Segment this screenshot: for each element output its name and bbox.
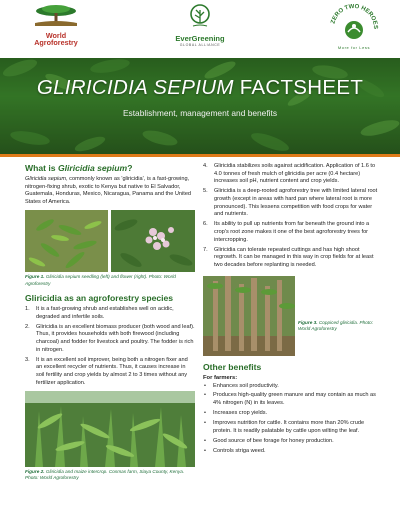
leaf-background-image <box>0 58 400 154</box>
figure2-caption: Figure 2. Gliricidia and maize intercrop. Cosmas farm, Siaya County, Kenya. Photo: World Agroforestry <box>25 469 185 481</box>
list-item: • Good source of bee forage for honey production. <box>204 437 334 444</box>
evergreening-tree-icon <box>188 4 212 30</box>
figure1-photos <box>25 210 195 272</box>
list-item: • Controls striga weed. <box>204 447 266 454</box>
seedling-photo <box>25 210 108 272</box>
list-item: 6. Its ability to pull up nutrients from far beneath the ground into a crop's root zone makes it one of the best agroforestry trees for intercropping. <box>203 221 370 243</box>
agroforestry-heading: Gliricidia as an agroforestry species <box>25 292 174 303</box>
benefits-list <box>203 383 381 456</box>
agroforestry-list-continued <box>203 163 381 270</box>
figure1-caption: Figure 1. Gliricidia sepium seedling (left) and flower (right). Photo: World Agroforestry <box>25 274 176 286</box>
list-item: 4. Gliricidia stabilizes soils against acidification. Application of 1.6 to 4.0 tonnes of fresh mulch of gliricidia per acre (0.4 hectare) increases soil pH, nutrient content and crop yields. <box>203 163 376 185</box>
zero-two-heroes-badge-icon <box>326 4 382 42</box>
maize-intercrop-photo <box>25 391 195 467</box>
list-item: • Increases crop yields. <box>204 410 268 417</box>
header-logos <box>0 0 400 58</box>
zero-two-heroes-subtext: More for Less <box>337 45 371 50</box>
zero-two-heroes-text: ZERO TWO HEROES <box>330 4 379 30</box>
zero-two-heroes-logo <box>326 4 382 50</box>
figure3-caption: Figure 3. Coppiced gliricidia. Photo: World Agroforestry <box>298 319 374 331</box>
world-agroforestry-logo <box>26 4 86 46</box>
other-benefits-heading: Other benefits <box>203 361 262 372</box>
evergreening-logo <box>170 4 230 47</box>
list-item: • Improves nutrition for cattle. It contains more than 20% crude protein. It is readily palatable by cattle upon wilting the leaf. <box>204 420 365 434</box>
list-item: 7. Gliricidia can tolerate repeated cuttings and has high shoot regrowth. It can be managed in this way in crop fields for at least two decades before replanting is needed. <box>203 246 374 268</box>
title-banner <box>0 58 400 154</box>
tree-logo-icon <box>33 4 79 26</box>
list-item: • Produces high-quality green manure and may contain as much as 4% nitrogen (N) in its leaves. <box>204 392 376 407</box>
right-column <box>203 163 381 458</box>
figure3-block <box>203 276 381 356</box>
what-is-heading: What is Gliricidia sepium? <box>25 163 133 173</box>
what-is-paragraph: Gliricidia sepium, commonly known as 'gliricidia', is a fast-growing, nitrogen-fixing shrub, exotic to Kenya but native to El Salvador, Guatemala, Honduras, Mexico, Nicaragua, Panama and the United States of America. <box>25 176 192 205</box>
coppiced-gliricidia-photo <box>203 276 295 356</box>
factsheet-title: GLIRICIDIA SEPIUM FACTSHEET <box>36 76 364 99</box>
for-farmers-subheading: For farmers: <box>203 374 238 381</box>
evergreening-text: EverGreening <box>175 34 225 43</box>
list-item: 1. It is a fast-growing shrub and establishes well on acidic, degraded and infertile soils. <box>25 305 174 320</box>
left-column <box>25 163 195 482</box>
factsheet-subtitle: Establishment, management and benefits <box>122 108 278 118</box>
list-item: • Enhances soil productivity. <box>204 382 279 389</box>
list-item: 5. Gliricidia is a deep-rooted agroforestry tree with limited lateral root growth (except in areas with hard pan where lateral root is more pronounced). This lessens competition with food crops for water and nutrients. <box>203 188 378 218</box>
agroforestry-list <box>25 306 195 387</box>
orange-divider <box>0 154 400 157</box>
flower-photo <box>111 210 195 272</box>
list-item: 3. It is an excellent soil improver, being both a nitrogen fixer and an excellent recycler of nutrients. Thus, it causes increase in soil fertility and crop yields by almost 2 to 3 times without any fertilizer application. <box>25 356 188 386</box>
list-item: 2. Gliricidia is an excellent biomass producer (both wood and leaf). Thus, it provides households with both firewood (including charcoal) and fodder for livestock and poultry. The fodder is rich in nitrogen. <box>25 323 195 353</box>
evergreening-subtext: GLOBAL ALLIANCE <box>179 42 221 47</box>
world-agroforestry-text: World Agroforestry <box>34 31 78 48</box>
